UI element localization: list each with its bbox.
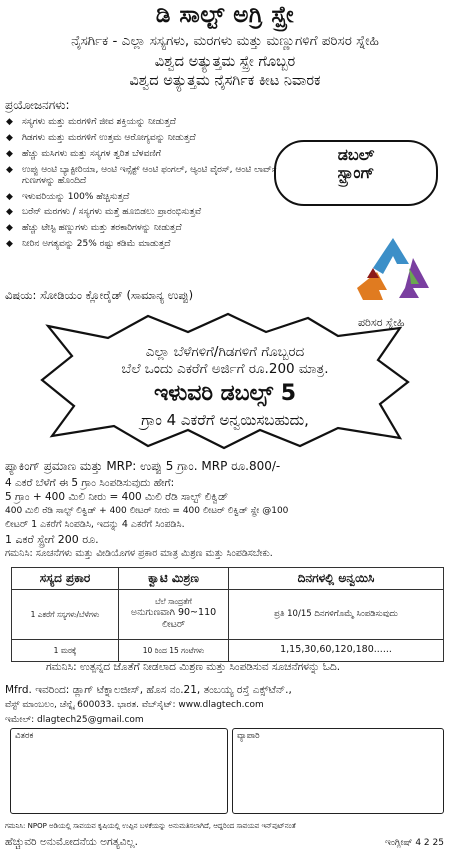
manufacturer-city-website: ವೆಸ್ಟ್ ಮಾಂಬಲಂ, ಚೆನ್ನೈ 600033. ಭಾರತ. ವೆಬ್‌ಸೈಟ್: www.dlagtech.com [5,700,264,710]
application-table [11,567,444,662]
cell-quantity: ಬೆಲೆ ಸಾಂದ್ರತೆಗೆ ಅನುಗುಣವಾಗಿ 90~110 ಲೀಟರ್ [119,590,229,640]
tagline-best-fertilizer: ವಿಶ್ವದ ಅತ್ಯುತ್ತಮ ಸ್ಪ್ರೇ ಗೊಬ್ಬರ [154,54,296,70]
double-strong-badge [274,140,438,206]
benefit-item: ◆ ಹೆಚ್ಚು ಮಸಿಗಳು ಮತ್ತು ಸಸ್ಯಗಳ ತ್ವರಿತ ಬೆಳವಣಿಗೆ [6,148,161,159]
manufacturer-address: Mfrd. ಇವರಿಂದ: ಡ್ಲಾಗ್ ಟೆಕ್ನಾಲಜೀಸ್, ಹೊಸ ನಂ.21, ತಂಬಯ್ಯ ರಸ್ತೆ ಎಕ್ಸ್‌ಟೆನ್., [5,684,292,696]
badge-line-1: ಡಬಲ್ [337,145,375,164]
eco-friendly-label: ಪರಿಸರ ಸ್ನೇಹಿ [358,316,405,329]
yield-doubles-text: ಇಳುವರಿ ಡಬಲ್ಸ್ 5 [153,381,296,406]
instructions-note: ಗಮನಿಸಿ: ಉತ್ಪನ್ನದ ಜೊತೆಗೆ ನೀಡಲಾದ ಮಿಶ್ರಣ ಮತ್ತು ಸಿಂಪಡಿಸುವ ಸೂಚನೆಗಳನ್ನು ಓದಿ. [46,661,341,673]
benefit-item: ◆ ಹೆಚ್ಚು ಟೇಸ್ಟಿ ಹಣ್ಣುಗಳು ಮತ್ತು ತರಕಾರಿಗಳನ್ನು ನೀಡುತ್ತದೆ [6,223,182,234]
table-row [12,590,444,640]
benefits-list [6,117,306,255]
cost-per-acre: 1 ಎಕರೆ ಸ್ಪ್ರೇಗೆ 200 ರೂ. [5,533,99,546]
benefit-item: ◆ ನೀರಿನ ಅಗತ್ಯವನ್ನು 25% ರಷ್ಟು ಕಡಿಮೆ ಮಾಡುತ್ತದೆ [6,239,171,250]
bullet-icon: ◆ [6,132,13,143]
distributor-label: ವಿತರಕ [15,731,34,741]
bullet-icon: ◆ [6,191,13,202]
product-title: ಡಿ ಸಾಲ್ಟ್ ಅಗ್ರಿ ಸ್ಪ್ರೇ [155,2,295,28]
col-header-plant-type: ಸಸ್ಯದ ಪ್ರಕಾರ [12,568,119,590]
col-header-quantity: ಕ್ವಾಟಿ ಮಿಶ್ರಣ [119,568,229,590]
benefit-item: ◆ ಗಿಡಗಳು ಮತ್ತು ಮರಗಳಿಗೆ ಉತ್ತಮ ಆರೋಗ್ಯವನ್ನು ನೀಡುತ್ತದೆ [6,132,196,143]
tagline-best-repellent: ವಿಶ್ವದ ಅತ್ಯುತ್ತಮ ನೈಸರ್ಗಿಕ ಕೀಟ ನಿವಾರಕ [129,73,321,89]
recycle-icon [353,234,433,314]
table-header-row [12,568,444,590]
packing-mrp: ಪ್ಯಾಕಿಂಗ್ ಪ್ರಮಾಣ ಮತ್ತು MRP: ಉಪ್ಪು 5 ಗ್ರಾಂ. MRP ರೂ.800/- [5,459,281,473]
bullet-icon: ◆ [6,148,13,159]
benefit-item: ◆ ಸಸ್ಯಗಳು ಮತ್ತು ಮರಗಳಿಗೆ ಜೀವ ಶಕ್ತಿಯನ್ನು ನೀಡುತ್ತದೆ [6,117,176,127]
cell-days: ಪ್ರತಿ 10/15 ದಿನಗಳಿಗೊಮ್ಮೆ ಸಿಂಪಡಿಸುವುದು [229,590,444,640]
npop-note: ಗಮನಿಸಿ: NPOP ಅಡಿಯಲ್ಲಿ ಸಾವಯವ ಕೃಷಿಯಲ್ಲಿ ಉಪ್ಪಿನ ಬಳಕೆಯನ್ನು ಅನುಮತಿಸಲಾಗಿದೆ, ಆದ್ದರಿಂದ ಸಾವಯವ ಇನ್‌ಪುಟ್‌ನಂತೆ [5,822,296,830]
document-code: ಇಂಗ್ಲೀಷ್ 4 2 25 [385,838,444,848]
benefits-heading: ಪ್ರಯೋಜನಗಳು: [5,98,70,112]
spray-how-heading: 4 ಎಕರೆ ಬೆಳೆಗೆ ಈ 5 ಗ್ರಾಂ ಸಿಂಪಡಿಸುವುದು ಹೇಗೆ: [5,477,175,489]
badge-line-2: ಸ್ಟ್ರಾಂಗ್ [337,163,375,183]
cell-quantity: 10 ರಿಂದ 15 ಗಂಟೆಗಳು [119,640,229,662]
ingredient-subject: ವಿಷಯ: ಸೋಡಿಯಂ ಕ್ಲೋರೈಡ್ (ಸಾಮಾನ್ಯ ಉಪ್ಪು) [5,288,194,302]
bullet-icon: ◆ [6,207,13,218]
distributor-box [10,728,228,814]
dealer-label: ವ್ಯಾಪಾರಿ [237,731,260,741]
mix-step-3: ಲೀಟರ್ 1 ಎಕರೆಗೆ ಸಿಂಪಡಿಸಿ, ಇದನ್ನು 4 ಎಕರೆಗೆ ಸಿಂಪಡಿಸಿ. [5,519,185,530]
bullet-icon: ◆ [6,164,13,175]
tagline-natural: ನೈಸರ್ಗಿಕ - ಎಲ್ಲಾ ಸಸ್ಯಗಳು, ಮರಗಳು ಮತ್ತು ಮಣ್ಣುಗಳಿಗೆ ಪರಿಸರ ಸ್ನೇಹಿ [71,33,379,49]
mixing-note: ಗಮನಿಸಿ: ಸೂಚನೆಗಳು ಮತ್ತು ವೀಡಿಯೊಗಳ ಪ್ರಕಾರ ಮಾತ್ರ ಮಿಶ್ರಣ ಮತ್ತು ಸಿಂಪಡಿಸಬೇಕು. [5,548,273,559]
benefit-item: ◆ ಉಪ್ಪು ಆಂಟಿ ಬ್ಯಾಕ್ಟೀರಿಯಾ, ಆಂಟಿ ಇನ್ಸೆಕ್ಟ್ ಆಂಟಿ ಫಂಗಲ್, ಆ್ಯಂಟಿ ವೈರಸ್, ಆಂಟಿ ಲಾರ್ವ್ ಗುಣಗಳನ್ನು ಹೊಂದಿದೆ [6,164,277,186]
benefit-item: ◆ ಇಳುವರಿಯನ್ನು 100% ಹೆಚ್ಚಿಸುತ್ತದೆ [6,191,130,202]
manufacturer-email: ಇಮೇಲ್: dlagtech25@gmail.com [5,715,144,725]
cell-plant-type: 1 ಮರಕ್ಕೆ [12,640,119,662]
col-header-days: ದಿನಗಳಲ್ಲಿ ಅನ್ವಯಿಸಿ [229,568,444,590]
cell-days: 1,15,30,60,120,180...... [229,640,444,662]
bullet-icon: ◆ [6,239,13,250]
mix-step-1: 5 ಗ್ರಾಂ + 400 ಮಿಲಿ ನೀರು = 400 ಮಿಲಿ ರೆಡಿ ಸಾಲ್ಟ್ ಲಿಕ್ವಿಡ್ [5,491,229,503]
approval-note: ಹೆಚ್ಚುವರಿ ಅನುಮೋದನೆಯ ಅಗತ್ಯವಿಲ್ಲ. [5,836,138,848]
bullet-icon: ◆ [6,117,13,127]
dealer-box [232,728,444,814]
benefit-item: ◆ ಬರೆನ್ ಮರಗಳು / ಸಸ್ಯಗಳು ಮತ್ತೆ ಹೂಬಿಡಲು ಪ್ರಾರಂಭಿಸುತ್ತವೆ [6,207,202,218]
bullet-icon: ◆ [6,223,13,234]
price-burst-text: ಎಲ್ಲಾ ಬೆಳೆಗಳಿಗೆ/ಗಿಡಗಳಿಗೆ ಗೊಬ್ಬರದ ಬೆಲೆ ಒಂದು ಎಕರೆಗೆ ಅರ್ಜಿಗೆ ರೂ.200 ಮಾತ್ರ. [121,344,329,377]
cell-plant-type: 1 ಎಕರೆಗೆ ಸಸ್ಯಗಳು/ಬೆಳೆಗಳು [12,590,119,640]
mix-step-2: 400 ಮಿಲಿ ರೆಡಿ ಸಾಲ್ಟ್ ಲಿಕ್ವಿಡ್ + 400 ಲೀಟರ್ ನೀರು = 400 ಲೀಟರ್ ಲಿಕ್ವಿಡ್ ಸ್ಪ್ರೇ @100 [5,506,289,516]
table-row [12,640,444,662]
acre-coverage-text: ಗ್ರಾಂ 4 ಎಕರೆಗೆ ಅನ್ವಯಿಸಬಹುದು, [141,411,309,429]
